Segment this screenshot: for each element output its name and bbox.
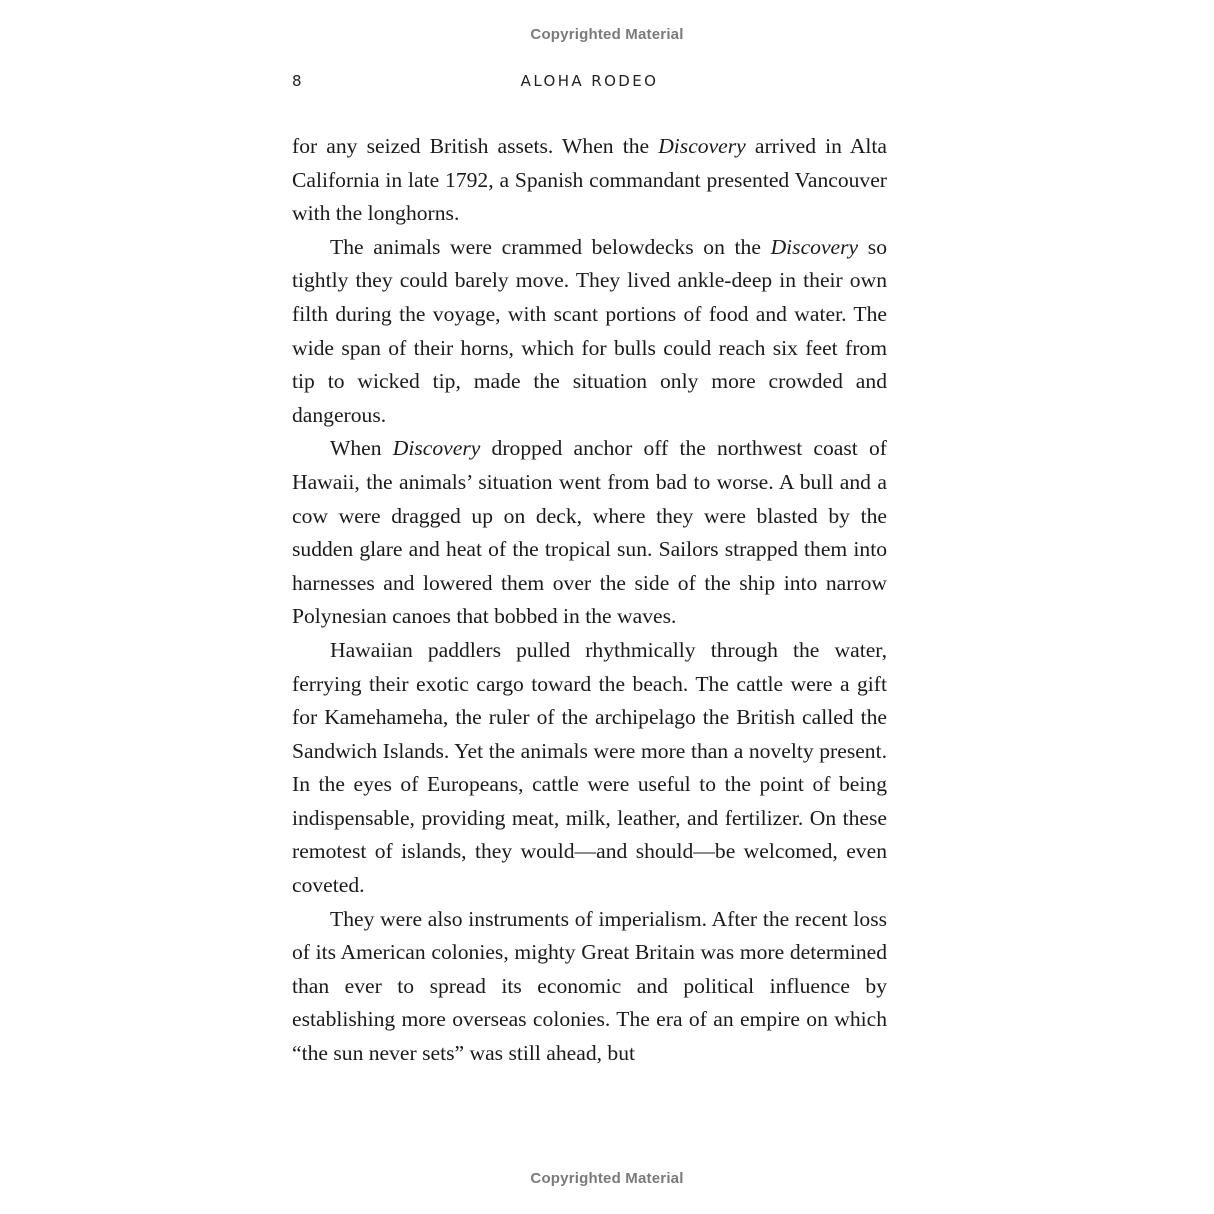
book-title: ALOHA RODEO (520, 72, 659, 90)
paragraph-3-ship-name: Discovery (392, 436, 481, 461)
body-text (292, 130, 887, 1071)
paragraph-2-text-a: The animals were crammed belowdecks on the (330, 234, 771, 259)
paragraph-5 (292, 903, 887, 1071)
paragraph-2 (292, 231, 887, 433)
paragraph-4 (292, 634, 887, 903)
paragraph-1-ship-name: Discovery (658, 134, 746, 158)
paragraph-5-text: They were also instruments of imperialism. After the recent loss of its American colonies, mighty Great Britain was more determined than ever to spread its economic and political influence by establishing more overseas colonies. The era of an empire on which “the sun never sets” was still ahead, but (292, 906, 887, 1066)
paragraph-1-text-c: arrived in Alta California in late 1792, a Spanish commandant presented Vancouver with the longhorns. (292, 134, 888, 226)
copyright-watermark-top: Copyrighted Material (530, 26, 684, 43)
paragraph-3 (292, 432, 887, 634)
paragraph-1-text-a: for any seized British assets. When the (292, 134, 659, 158)
running-header (292, 72, 887, 96)
paragraph-3-text-a: When (330, 436, 393, 461)
page-number: 8 (292, 72, 303, 90)
paragraph-4-text: Hawaiian paddlers pulled rhythmically through the water, ferrying their exotic cargo toward the beach. The cattle were a gift for Kamehameha, the ruler of the archipelago the British called the Sandwich Islands. Yet the animals were more than a novelty present. In the eyes of Europeans, cattle were useful to the point of being indispensable, providing meat, milk, leather, and fertilizer. On these remotest of islands, they would—and should—be welcomed, even coveted. (292, 637, 887, 898)
paragraph-2-text-c: so tightly they could barely move. They lived ankle-deep in their own filth during the voyage, with scant portions of food and water. The wide span of their horns, which for bulls could reach six feet from tip to wicked tip, made the situation only more crowded and dangerous. (292, 234, 887, 427)
copyright-watermark-bottom: Copyrighted Material (530, 1170, 684, 1187)
paragraph-1 (292, 130, 887, 231)
paragraph-3-text-c: dropped anchor off the northwest coast of Hawaii, the animals’ situation went from bad to worse. A bull and a cow were dragged up on deck, where they were blasted by the sudden glare and heat of the tropical sun. Sailors strapped them into harnesses and lowered them over the side of the ship into narrow Polynesian canoes that bobbed in the waves. (292, 436, 887, 629)
paragraph-2-ship-name: Discovery (770, 234, 859, 259)
